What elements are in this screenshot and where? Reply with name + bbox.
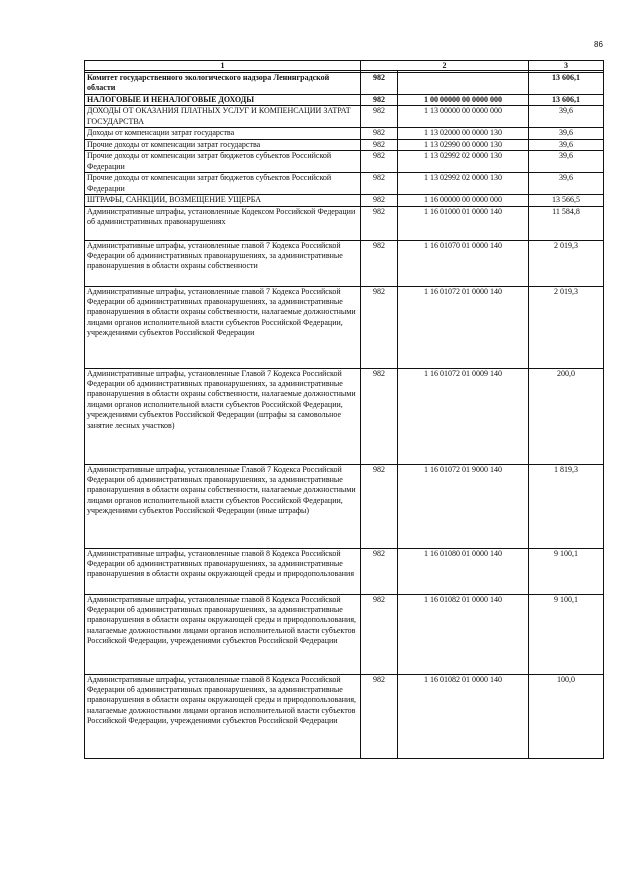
table-body [85, 73, 604, 759]
row-revenue-code-cell: 1 16 01070 01 0000 140 [398, 240, 529, 286]
row-amount-cell: 9 100,1 [529, 548, 604, 594]
row-name-cell: Административные штрафы, установленные Главой 7 Кодекса Российской Федерации об административных правонарушениях, за административные правонарушения в области охраны собственности, налагаемые должностными лицами органов исполнительной власти субъектов Российской Федерации, учреждениями субъектов Российской Федерации (штрафы за самовольное занятие лесных участков) [85, 368, 361, 464]
row-revenue-code-cell: 1 16 01082 01 0000 140 [398, 594, 529, 674]
row-admin-code-cell: 982 [361, 151, 398, 173]
table-row [85, 151, 604, 173]
row-admin-code-cell: 982 [361, 368, 398, 464]
row-revenue-code-cell: 1 13 02990 00 0000 130 [398, 139, 529, 150]
row-admin-code-cell: 982 [361, 206, 398, 240]
table-row [85, 106, 604, 128]
row-revenue-code-cell: 1 16 00000 00 0000 000 [398, 195, 529, 206]
row-name-cell: Прочие доходы от компенсации затрат бюджетов субъектов Российской Федерации [85, 151, 361, 173]
table-row [85, 674, 604, 758]
row-revenue-code-cell: 1 00 00000 00 0000 000 [398, 95, 529, 106]
row-name-cell: Административные штрафы, установленные главой 7 Кодекса Российской Федерации об административных правонарушениях, за административные правонарушения в области охраны собственности [85, 240, 361, 286]
row-amount-cell: 39,6 [529, 151, 604, 173]
row-amount-cell: 2 019,3 [529, 240, 604, 286]
header-col-1: 1 [85, 61, 361, 71]
row-name-cell: Административные штрафы, установленные главой 8 Кодекса Российской Федерации об административных правонарушениях, за административные правонарушения в области охраны окружающей среды и природопользования [85, 548, 361, 594]
row-name-cell: Административные штрафы, установленные главой 7 Кодекса Российской Федерации об административных правонарушениях, за административные правонарушения в области охраны собственности, налагаемые должностными лицами органов исполнительной власти субъектов Российской Федерации, учреждениями субъектов Российской Федерации [85, 286, 361, 368]
row-name-cell: Комитет государственного экологического надзора Ленинградской области [85, 73, 361, 95]
row-revenue-code-cell [398, 73, 529, 95]
table-row [85, 195, 604, 206]
row-admin-code-cell: 982 [361, 106, 398, 128]
page-number: 86 [594, 40, 603, 49]
table-row [85, 173, 604, 195]
row-name-cell: Доходы от компенсации затрат государства [85, 128, 361, 139]
row-amount-cell: 9 100,1 [529, 594, 604, 674]
row-revenue-code-cell: 1 13 00000 00 0000 000 [398, 106, 529, 128]
row-amount-cell: 1 819,3 [529, 464, 604, 548]
table-row [85, 594, 604, 674]
row-amount-cell: 100,0 [529, 674, 604, 758]
row-revenue-code-cell: 1 13 02000 00 0000 130 [398, 128, 529, 139]
row-admin-code-cell: 982 [361, 286, 398, 368]
row-admin-code-cell: 982 [361, 95, 398, 106]
row-name-cell: Административные штрафы, установленные главой 8 Кодекса Российской Федерации об административных правонарушениях, за административные правонарушения в области охраны окружающей среды и природопользования, налагаемые должностными лицами органов исполнительной власти субъектов Российской Федерации, учреждениями субъектов Российской Федерации [85, 674, 361, 758]
row-name-cell: Прочие доходы от компенсации затрат бюджетов субъектов Российской Федерации [85, 173, 361, 195]
row-revenue-code-cell: 1 16 01072 01 9000 140 [398, 464, 529, 548]
row-name-cell: Административные штрафы, установленные Главой 7 Кодекса Российской Федерации об административных правонарушениях, за административные правонарушения в области охраны собственности, налагаемые должностными лицами органов исполнительной власти субъектов Российской Федерации, учреждениями субъектов Российской Федерации (иные штрафы) [85, 464, 361, 548]
row-amount-cell: 11 584,8 [529, 206, 604, 240]
row-name-cell: Административные штрафы, установленные главой 8 Кодекса Российской Федерации об административных правонарушениях, за административные правонарушения в области охраны окружающей среды и природопользования, налагаемые должностными лицами органов исполнительной власти субъектов Российской Федерации, учреждениями субъектов Российской Федерации [85, 594, 361, 674]
row-revenue-code-cell: 1 13 02992 02 0000 130 [398, 151, 529, 173]
row-admin-code-cell: 982 [361, 548, 398, 594]
row-amount-cell: 39,6 [529, 139, 604, 150]
table-row [85, 95, 604, 106]
row-admin-code-cell: 982 [361, 139, 398, 150]
table-row [85, 206, 604, 240]
row-admin-code-cell: 982 [361, 464, 398, 548]
row-revenue-code-cell: 1 16 01072 01 0000 140 [398, 286, 529, 368]
header-col-2: 2 [361, 61, 529, 71]
table-header [85, 61, 604, 73]
row-admin-code-cell: 982 [361, 674, 398, 758]
row-admin-code-cell: 982 [361, 195, 398, 206]
table-row [85, 286, 604, 368]
row-amount-cell: 13 606,1 [529, 95, 604, 106]
row-amount-cell: 39,6 [529, 106, 604, 128]
row-name-cell: ШТРАФЫ, САНКЦИИ, ВОЗМЕЩЕНИЕ УЩЕРБА [85, 195, 361, 206]
table-row [85, 128, 604, 139]
row-amount-cell: 39,6 [529, 128, 604, 139]
row-admin-code-cell: 982 [361, 128, 398, 139]
row-name-cell: ДОХОДЫ ОТ ОКАЗАНИЯ ПЛАТНЫХ УСЛУГ И КОМПЕНСАЦИИ ЗАТРАТ ГОСУДАРСТВА [85, 106, 361, 128]
row-amount-cell: 2 019,3 [529, 286, 604, 368]
row-name-cell: Прочие доходы от компенсации затрат государства [85, 139, 361, 150]
row-amount-cell: 200,0 [529, 368, 604, 464]
table-row [85, 464, 604, 548]
row-admin-code-cell: 982 [361, 73, 398, 95]
row-admin-code-cell: 982 [361, 594, 398, 674]
row-amount-cell: 13 606,1 [529, 73, 604, 95]
table-row [85, 240, 604, 286]
revenue-table [84, 60, 604, 759]
table-row [85, 139, 604, 150]
table-row [85, 368, 604, 464]
row-revenue-code-cell: 1 16 01000 01 0000 140 [398, 206, 529, 240]
header-col-3: 3 [529, 61, 604, 71]
row-revenue-code-cell: 1 16 01080 01 0000 140 [398, 548, 529, 594]
row-revenue-code-cell: 1 16 01072 01 0009 140 [398, 368, 529, 464]
table-row [85, 548, 604, 594]
table-row [85, 73, 604, 95]
row-revenue-code-cell: 1 16 01082 01 0000 140 [398, 674, 529, 758]
row-admin-code-cell: 982 [361, 173, 398, 195]
row-admin-code-cell: 982 [361, 240, 398, 286]
row-name-cell: НАЛОГОВЫЕ И НЕНАЛОГОВЫЕ ДОХОДЫ [85, 95, 361, 106]
row-amount-cell: 13 566,5 [529, 195, 604, 206]
row-name-cell: Административные штрафы, установленные Кодексом Российской Федерации об административных правонарушениях [85, 206, 361, 240]
row-amount-cell: 39,6 [529, 173, 604, 195]
row-revenue-code-cell: 1 13 02992 02 0000 130 [398, 173, 529, 195]
